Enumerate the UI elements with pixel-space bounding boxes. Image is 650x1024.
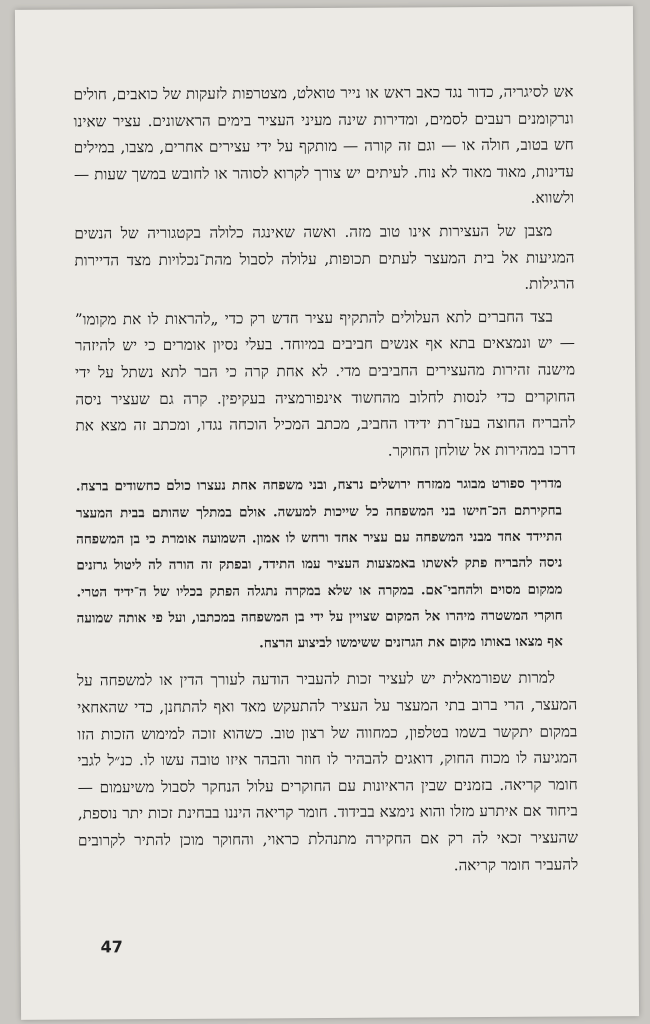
book-page — [15, 6, 639, 1020]
paragraph-4: למרות שפורמאלית יש לעציר זכות להעביר הודעה לעורך הדין או למשפחה על המעצר, הרי ברוב בתי המעצר על העציר להתעקש מאד ואף להתחנן, כדי שהאחאי במקום יתקשר בשמו בטלפון, כמחווה של רצון טוב. כשהוא זוכה למימוש הזכות הזו המגיעה לו מכוח החוק, דואגים להבהיר לו חוזר והבהר איזו טובה עשו לו. כנ״ל לגבי חומר קריאה. בזמנים שבין הראיונות עם החוקרים עלול הנחקר לסבול משיעמום — ביחוד אם איתרע מזלו והוא נימצא בבידוד. חומר קריאה היננו בבחינת זכות יתר נוספת, שהעציר זכאי לה רק אם החקירה מתנהלת כראוי, והחוקר מוכן להתיר לקרובים להעביר חומר קריאה. — [76, 669, 579, 874]
paragraph-1: אש לסיגריה, כדור נגד כאב ראש או נייר טואלט, מצטרפות לזעקות של כואבים, חולים ונרקומנים רעבים לסמים, ומדירות שינה מעיני העציר בימים הראשונים. עציר שאינו חש בטוב, חולה או — וגם זה קורה — מותקף על ידי עצירים אחרים, מצבו, במילים עדינות, מאוד מאוד לא נוח. לעיתים יש צורך לקרוא לסוהר או לחובש במשך שעות — ולשווא. — [73, 82, 575, 208]
text-column — [73, 78, 578, 886]
paragraph-3: בצד החברים לתא העלולים להתקיף עציר חדש רק כדי „להראות לו את מקומו” — יש ונמצאים בתא אף אנשים חביבים במיוחד. בעלי נסיון אומרים כי יש להיזהר מישנה זהירות מהעצירים החביבים מדי. לא אחת קרה כי הבר לתא נשתל על ידי החוקרים כדי לנסות לחלוב מהחשוד אינפורמציה בעקיפין. קרה גם שעציר ניסה להבריח החוצה בעז־רת ידידו החביב, מכתב המכיל הוכחה נגדו, ומכתב זה מצא את דרכו במהירות אל שולחן החוקר. — [74, 307, 576, 460]
inset-story: מדריך ספורט מבוגר ממזרח ירושלים נרצח, ובני משפחה אחת נעצרו כולם כחשודים ברצח. בחקירתם הכ־חישו בני המשפחה כל שייכות למעשה. אולם במתלך שהותם בבית המעצר התיידד אחד מבני המשפחה עם עציר אחד ורחש לו אמון. השמועה אומרת כי בן המשפחה ניסה להבריח פתק לאשתו באמצעות העציר עמו התידד, ובפתק זה הורה לה ליטול גרזנים ממקום מסוים ולהחבי־אם. במקרה או שלא במקרה נתגלה הפתק בכליו של ה־ידיד הטרי. חוקרי המשטרה מיהרו אל המקום שצויין על ידי בן המשפחה במכתבו, ועל פי אותה שמועה אף מצאו באותו מקום את הגרזנים ששימשו לביצוע הרצח. — [75, 475, 563, 652]
page-number: 47 — [100, 937, 123, 957]
paragraph-2: מצבן של העצירות אינו טוב מזה. ואשה שאינגה כלולה בקטגוריה של הנשים המגיעות אל בית המעצר לעתים תכופות, עלולה לסבול מהת־נכלויות מצד הדיירות הרגילות. — [74, 221, 575, 293]
